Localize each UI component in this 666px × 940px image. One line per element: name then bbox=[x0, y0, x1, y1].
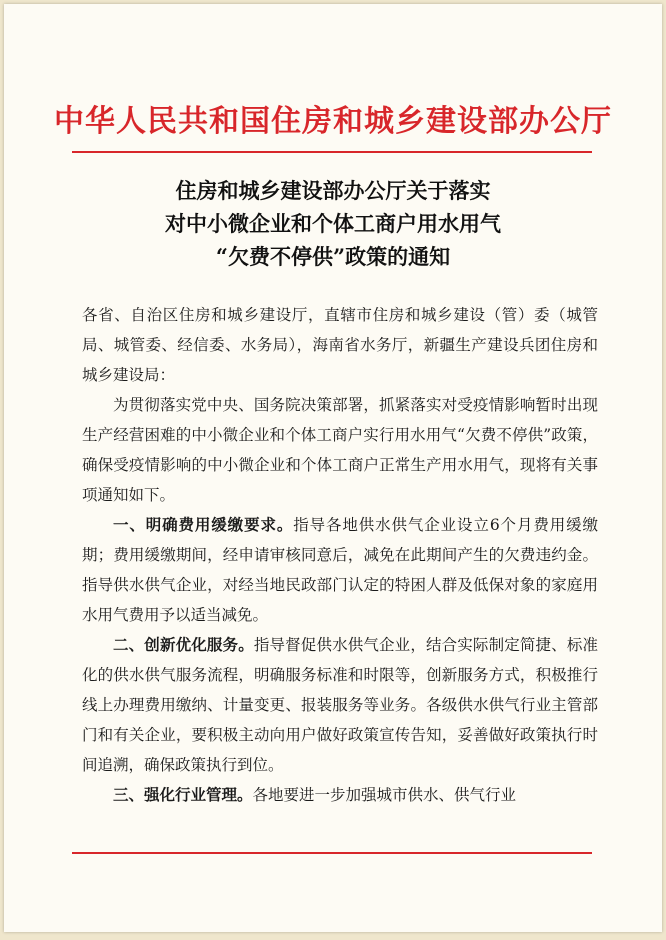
section-1-text: 指导各地供水供气企业设立6个月费用缓缴期；费用缓缴期间，经申请审核同意后，减免在此期间产生的欠费违约金。指导供水供气企业，对经当地民政部门认定的特困人群及低保对象的家庭用水用气费用予以适当减免。 bbox=[82, 516, 598, 624]
document-page bbox=[4, 4, 662, 932]
issuing-office-header: 中华人民共和国住房和城乡建设部办公厅 bbox=[54, 104, 612, 139]
title-line-2: 对中小微企业和个体工商户用水用气 bbox=[165, 211, 501, 236]
title-line-1: 住房和城乡建设部办公厅关于落实 bbox=[175, 178, 491, 203]
section-1-paragraph bbox=[82, 510, 598, 630]
addressee-paragraph: 各省、自治区住房和城乡建设厅，直辖市住房和城乡建设（管）委（城管局、城管委、经信委、水务局），海南省水务厅，新疆生产建设兵团住房和城乡建设局： bbox=[82, 306, 598, 384]
red-footer-rule bbox=[72, 852, 592, 854]
section-3-heading: 三、强化行业管理。 bbox=[113, 786, 253, 804]
section-3-text: 各地要进一步加强城市供水、供气行业 bbox=[252, 786, 517, 804]
section-2-paragraph bbox=[82, 630, 598, 780]
document-body bbox=[82, 300, 598, 810]
document-title bbox=[4, 174, 662, 273]
intro-paragraph: 为贯彻落实党中央、国务院决策部署，抓紧落实对受疫情影响暂时出现生产经营困难的中小微企业和个体工商户实行用水用气“欠费不停供”政策，确保受疫情影响的中小微企业和个体工商户正常生产用水用气，现将有关事项通知如下。 bbox=[82, 396, 598, 504]
section-2-heading: 二、创新优化服务。 bbox=[113, 636, 254, 654]
title-line-3: “欠费不停供”政策的通知 bbox=[215, 244, 451, 269]
section-1-heading: 一、明确费用缓缴要求。 bbox=[113, 516, 294, 534]
red-header-rule bbox=[72, 151, 592, 153]
section-3-paragraph bbox=[82, 780, 598, 810]
section-2-text: 指导督促供水供气企业，结合实际制定简捷、标准化的供水供气服务流程，明确服务标准和时限等，创新服务方式，积极推行线上办理费用缴纳、计量变更、报装服务等业务。各级供水供气行业主管部门和有关企业，要积极主动向用户做好政策宣传告知，妥善做好政策执行时间追溯，确保政策执行到位。 bbox=[82, 636, 598, 774]
